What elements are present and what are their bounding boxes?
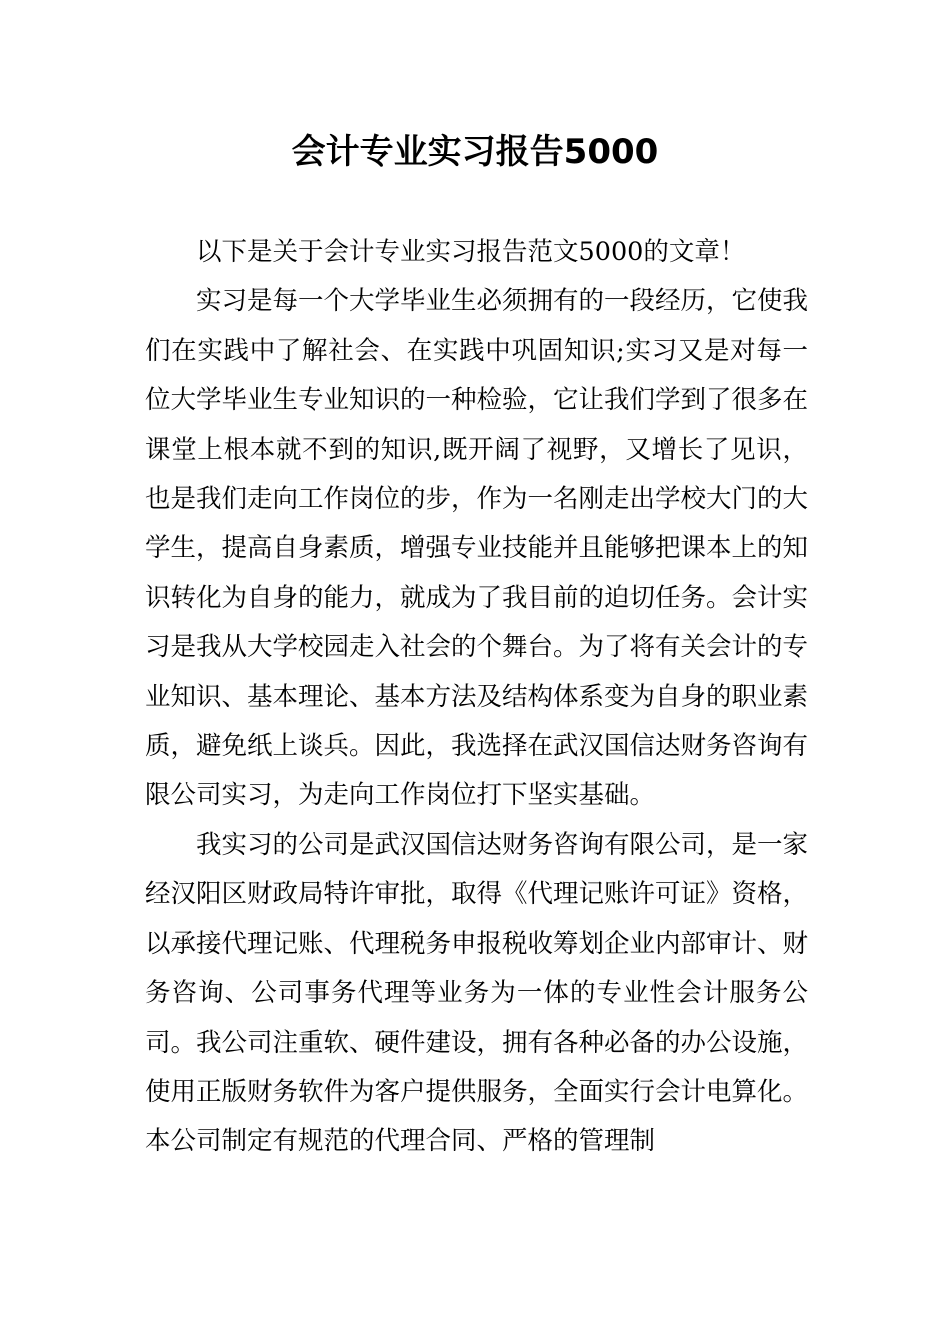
- document-title: 会计专业实习报告5000: [291, 132, 659, 172]
- paragraph-company-profile: 我实习的公司是武汉国信达财务咨询有限公司，是一家经汉阳区财政局特许审批，取得《代理记账许可证》资格，以承接代理记账、代理税务申报税收筹划企业内部审计、财务咨询、公司事务代理等业务为一体的专业性会计服务公司。我公司注重软、硬件建设，拥有各种必备的办公设施，使用正版财务软件为客户提供服务，全面实行会计电算化。本公司制定有规范的代理合同、严格的管理制: [145, 829, 809, 1157]
- paragraph-internship-purpose: 实习是每一个大学毕业生必须拥有的一段经历，它使我们在实践中了解社会、在实践中巩固知识;实习又是对每一位大学毕业生专业知识的一种检验，它让我们学到了很多在课堂上根本就不到的知识,既开阔了视野，又增长了见识，也是我们走向工作岗位的步，作为一名刚走出学校大门的大学生，提高自身素质，增强专业技能并且能够把课本上的知识转化为自身的能力，就成为了我目前的迫切任务。会计实习是我从大学校园走入社会的个舞台。为了将有关会计的专业知识、基本理论、基本方法及结构体系变为自身的职业素质，避免纸上谈兵。因此，我选择在武汉国信达财务咨询有限公司实习，为走向工作岗位打下坚实基础。: [145, 286, 809, 811]
- document-body: [145, 228, 808, 1167]
- paragraph-intro: 以下是关于会计专业实习报告范文5000的文章！: [196, 237, 746, 267]
